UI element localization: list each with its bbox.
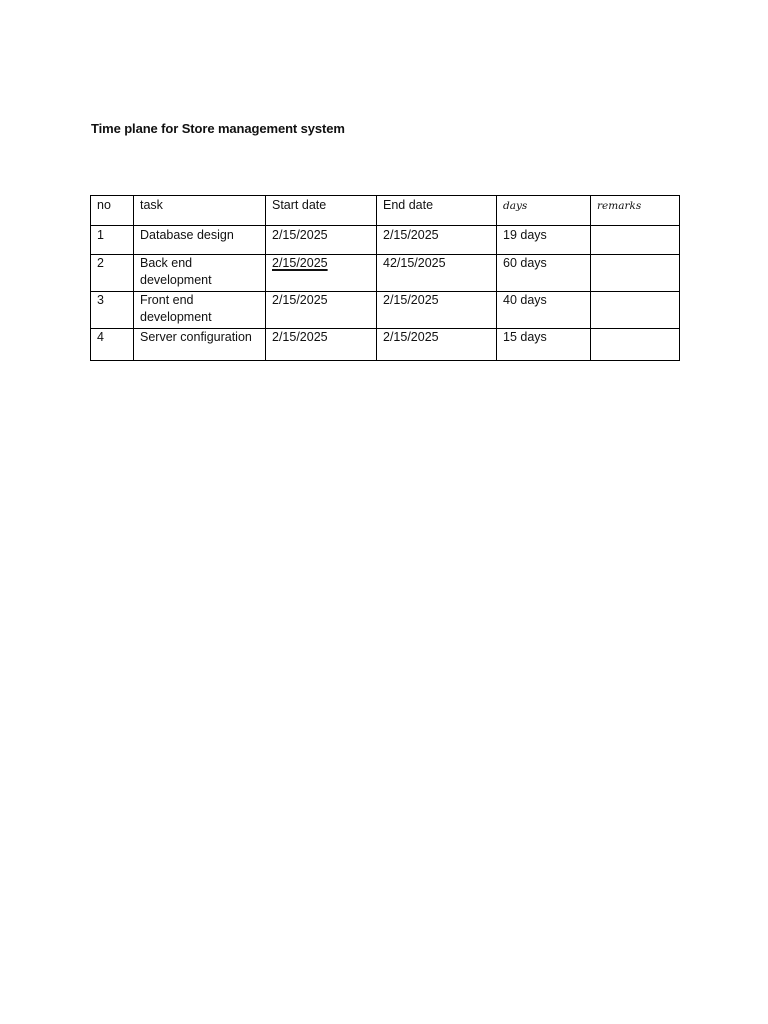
cell-start-date	[266, 255, 377, 292]
header-days	[497, 196, 591, 226]
header-days-label: days	[503, 200, 528, 212]
cell-end-date: 2/15/2025	[377, 292, 497, 329]
cell-task: Front end development	[134, 292, 266, 329]
header-task: task	[134, 196, 266, 226]
table-row	[91, 329, 680, 361]
cell-task: Back end development	[134, 255, 266, 292]
document-title: Time plane for Store management system	[91, 121, 345, 136]
header-remarks	[591, 196, 680, 226]
cell-days: 60 days	[497, 255, 591, 292]
cell-end-date: 2/15/2025	[377, 329, 497, 361]
header-remarks-label: remarks	[597, 200, 642, 212]
cell-remarks	[591, 255, 680, 292]
cell-start-date-value: 2/15/2025	[272, 256, 328, 270]
cell-task: Server configuration	[134, 329, 266, 361]
header-end-date: End date	[377, 196, 497, 226]
cell-start-date: 2/15/2025	[266, 292, 377, 329]
cell-no: 1	[91, 226, 134, 255]
cell-start-date: 2/15/2025	[266, 226, 377, 255]
cell-days: 40 days	[497, 292, 591, 329]
cell-end-date: 42/15/2025	[377, 255, 497, 292]
cell-days: 19 days	[497, 226, 591, 255]
cell-remarks	[591, 226, 680, 255]
cell-remarks	[591, 292, 680, 329]
cell-remarks	[591, 329, 680, 361]
cell-task: Database design	[134, 226, 266, 255]
header-start-date: Start date	[266, 196, 377, 226]
header-no: no	[91, 196, 134, 226]
table-header-row	[91, 196, 680, 226]
cell-days: 15 days	[497, 329, 591, 361]
cell-no: 4	[91, 329, 134, 361]
cell-end-date: 2/15/2025	[377, 226, 497, 255]
cell-no: 2	[91, 255, 134, 292]
cell-start-date: 2/15/2025	[266, 329, 377, 361]
table-row	[91, 292, 680, 329]
time-plan-table	[90, 195, 680, 361]
table-row	[91, 255, 680, 292]
cell-no: 3	[91, 292, 134, 329]
table-row	[91, 226, 680, 255]
